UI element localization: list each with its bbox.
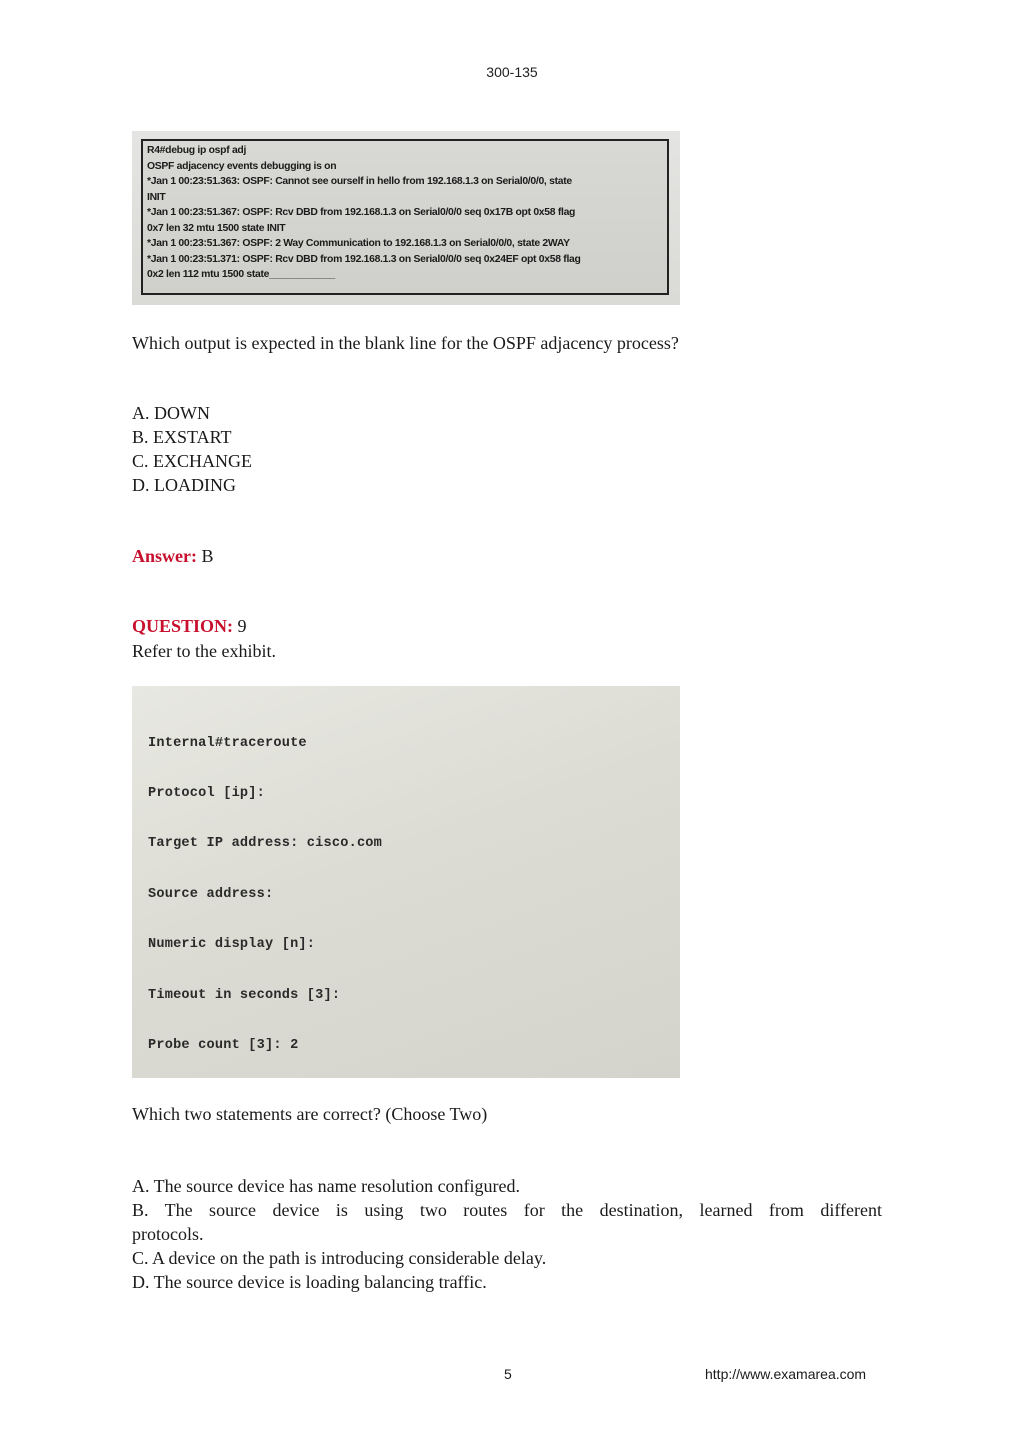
exhibit1-line: *Jan 1 00:23:51.367: OSPF: 2 Way Communication to 192.168.1.3 on Serial0/0/0, state 2WAY [147, 238, 570, 249]
exhibit1-line: OSPF adjacency events debugging is on [147, 160, 337, 172]
exhibit2-line: Internal#traceroute [148, 735, 307, 751]
answer-line [132, 544, 214, 568]
question-9-intro: Refer to the exhibit. [132, 641, 276, 661]
option-a: A. The source device has name resolution configured. [132, 1176, 521, 1196]
exhibit1-line: *Jan 1 00:23:51.363: OSPF: Cannot see ourself in hello from 192.168.1.3 on Serial0/0/0, state [147, 176, 572, 187]
exhibit2-line: Timeout in seconds [3]: [148, 987, 341, 1003]
option-b: B. The source device is using two routes for the destination, learned from different [132, 1200, 882, 1220]
exhibit2-line: Probe count [3]: 2 [148, 1037, 299, 1053]
exam-code-header: 300-135 [486, 64, 538, 80]
question-9-options [132, 1174, 882, 1294]
traceroute-exhibit-image [132, 686, 680, 1078]
question-9-text: Which two statements are correct? (Choose Two) [132, 1104, 488, 1124]
option-c: C. A device on the path is introducing considerable delay. [132, 1248, 547, 1268]
exhibit2-line: Target IP address: cisco.com [148, 836, 383, 852]
exhibit1-line: *Jan 1 00:23:51.371: OSPF: Rcv DBD from 192.168.1.3 on Serial0/0/0 seq 0x24EF opt 0x58 flag [147, 253, 581, 265]
question-8-options [132, 401, 252, 497]
option-b: B. EXSTART [132, 427, 232, 447]
option-b-continued: protocols. [132, 1224, 204, 1244]
exhibit1-line: R4#debug ip ospf adj [147, 145, 247, 156]
option-c: C. EXCHANGE [132, 451, 252, 471]
page-number: 5 [504, 1366, 512, 1382]
question-9-heading [132, 614, 247, 638]
option-a: A. DOWN [132, 403, 210, 423]
exhibit2-line: Protocol [ip]: [148, 785, 266, 801]
exhibit1-line: INIT [147, 191, 166, 203]
exhibit1-line: *Jan 1 00:23:51.367: OSPF: Rcv DBD from 192.168.1.3 on Serial0/0/0 seq 0x17B opt 0x58 flag [147, 207, 576, 218]
exhibit1-line: 0x7 len 32 mtu 1500 state INIT [147, 222, 286, 234]
exhibit2-line: Source address: [148, 886, 274, 902]
footer-url: http://www.examarea.com [705, 1366, 867, 1382]
answer-value: B [197, 546, 214, 566]
answer-label: Answer: [132, 546, 197, 566]
option-d: D. The source device is loading balancing traffic. [132, 1272, 487, 1292]
question-label: QUESTION: [132, 616, 234, 636]
ospf-debug-exhibit-image [132, 131, 680, 305]
question-number: 9 [233, 616, 247, 636]
exhibit2-line: Numeric display [n]: [148, 937, 316, 953]
question-8-text: Which output is expected in the blank line for the OSPF adjacency process? [132, 333, 679, 353]
option-d: D. LOADING [132, 475, 236, 495]
exhibit1-line: 0x2 len 112 mtu 1500 state____________ [147, 269, 335, 280]
ospf-debug-output [141, 139, 669, 295]
traceroute-output [148, 702, 616, 1078]
